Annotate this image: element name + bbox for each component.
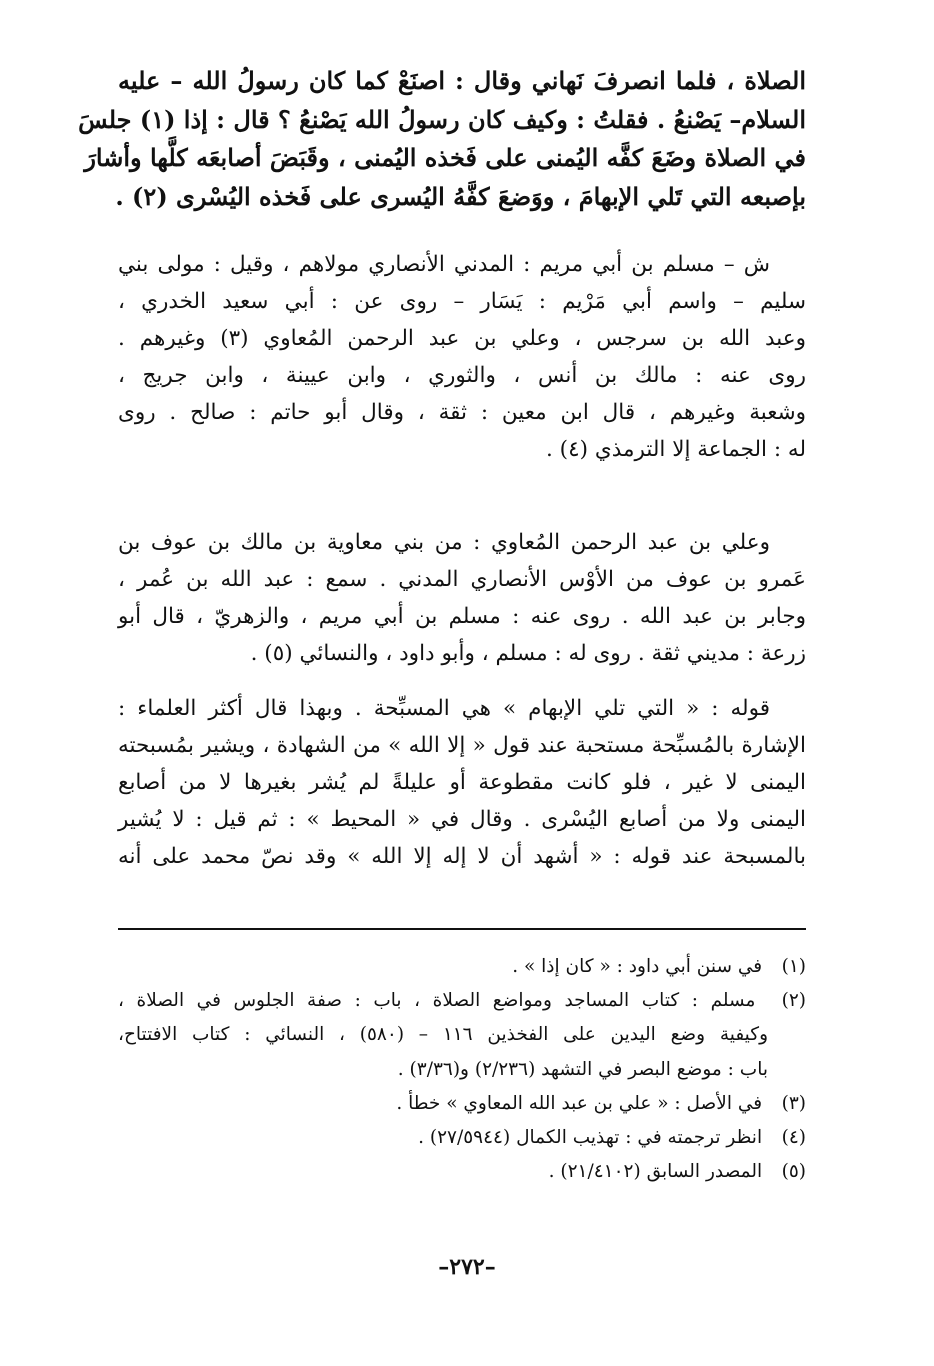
footnote-number: (١) <box>781 956 806 977</box>
text-line: بالمسبحة عند قوله : « أشهد أن لا إله إلا الله » وقد نصّ محمد على أنه <box>118 844 806 869</box>
footnote-number: (٤) <box>781 1127 806 1149</box>
footnote-number: (٣) <box>781 1092 806 1114</box>
text-line: زرعة : مديني ثقة . روى له : مسلم ، وأبو داود ، والنسائي (٥) . <box>250 641 806 666</box>
text-line: له : الجماعة إلا الترمذي (٤) . <box>546 437 806 462</box>
footnote-2 <box>118 984 806 1018</box>
footnote-divider <box>118 928 806 930</box>
commentary-paragraph-1 <box>118 246 806 468</box>
footnote-number: (٥) <box>781 1161 806 1183</box>
text-line: وشعبة وغيرهم ، قال ابن معين : ثقة ، وقال أبو حاتم : صالح . روى <box>118 400 806 425</box>
text-line: وعبد الله بن سرجس ، وعلي بن عبد الرحمن المُعاوي (٣) وغيرهم . <box>118 326 807 351</box>
footnote-2-continuation: وكيفية وضع اليدين على الفخذين ١١٦ – (٥٨٠) ، النسائي : كتاب الافتتاح، <box>118 1024 769 1046</box>
text-line: روى عنه : مالك بن أنس ، والثوري ، وابن عيينة ، وابن جريج ، <box>118 363 806 388</box>
text-line: قوله : « التي تلي الإبهام » هي المسبِّحة . وبهذا قال أكثر العلماء : <box>118 696 770 721</box>
text-line: اليمنى لا غير ، فلو كانت مقطوعة أو عليلةً لم يُشر بغيرها لا من أصابع <box>118 770 806 795</box>
text-line: السلام– يَصْنعُ . فقلتُ : وكيف كان رسولُ الله يَصْنعُ ؟ قال : إذا (١) جلسَ <box>78 104 806 134</box>
commentary-paragraph-3 <box>118 690 806 875</box>
footnote-text: مسلم : كتاب المساجد ومواضع الصلاة ، باب : صفة الجلوس في الصلاة ، <box>118 990 756 1012</box>
hadith-text <box>78 62 806 216</box>
text-line: اليمنى ولا من أصابع اليُسْرى . وقال في « المحيط » : ثم قيل : لا يُشير <box>118 807 806 832</box>
footnote-text: المصدر السابق (٢١/٤١٠٢) . <box>548 1161 763 1183</box>
text-line: عَمرو بن عوف من الأوْس الأنصاري المدني . سمع : عبد الله بن عُمر ، <box>118 567 806 592</box>
footnote-4 <box>118 1121 806 1155</box>
text-line: في الصلاة وضَعَ كفَّه اليُمنى على فَخذه اليُمنى ، وقَبَضَ أصابعَه كلَّها وأشارَ <box>84 143 806 172</box>
text-line: سليم – واسم أبي مَرْيم : يَسَار – روى عن : أبي سعيد الخدري ، <box>118 289 806 314</box>
commentary-paragraph-2 <box>118 524 806 672</box>
text-line: الإشارة بالمُسبِّحة مستحبة عند قول « إلا الله » من الشهادة ، ويشير بمُسبحته <box>118 733 806 758</box>
footnote-1 <box>118 950 806 984</box>
footnote-text: في الأصل : « علي بن عبد الله المعاوي » خطأ . <box>396 1092 763 1114</box>
footnote-3 <box>118 1087 806 1121</box>
text-line: الصلاة ، فلما انصرفَ نَهاني وقال : اصنَعْ كما كان رسولُ الله – عليه <box>118 66 806 95</box>
footnote-5 <box>118 1155 806 1189</box>
footnote-text: في سنن أبي داود : « كان إذا » . <box>512 956 763 977</box>
text-line: بإصبعه التي تَلي الإبهامَ ، ووَضعَ كفَّهُ اليُسرى على فَخذه اليُسْرى (٢) . <box>115 181 806 211</box>
text-line: وجابر بن عبد الله . روى عنه : مسلم بن أبي مريم ، والزهريّ ، قال أبو <box>118 604 806 629</box>
text-line: وعلي بن عبد الرحمن المُعاوي : من بني معاوية بن مالك بن عوف بن <box>118 530 770 555</box>
page-number: –٢٧٢– <box>438 1254 496 1280</box>
footnote-2-continuation: باب : موضع البصر في التشهد (٢/٢٣٦) و(٣/٣٦) . <box>397 1058 768 1080</box>
footnotes <box>118 950 806 1189</box>
footnote-number: (٢) <box>781 990 806 1012</box>
text-line: ش – مسلم بن أبي مريم : المدني الأنصاري مولاهم ، وقيل : مولى بني <box>118 252 770 277</box>
footnote-text: انظر ترجمته في : تهذيب الكمال (٢٧/٥٩٤٤) . <box>418 1127 763 1149</box>
